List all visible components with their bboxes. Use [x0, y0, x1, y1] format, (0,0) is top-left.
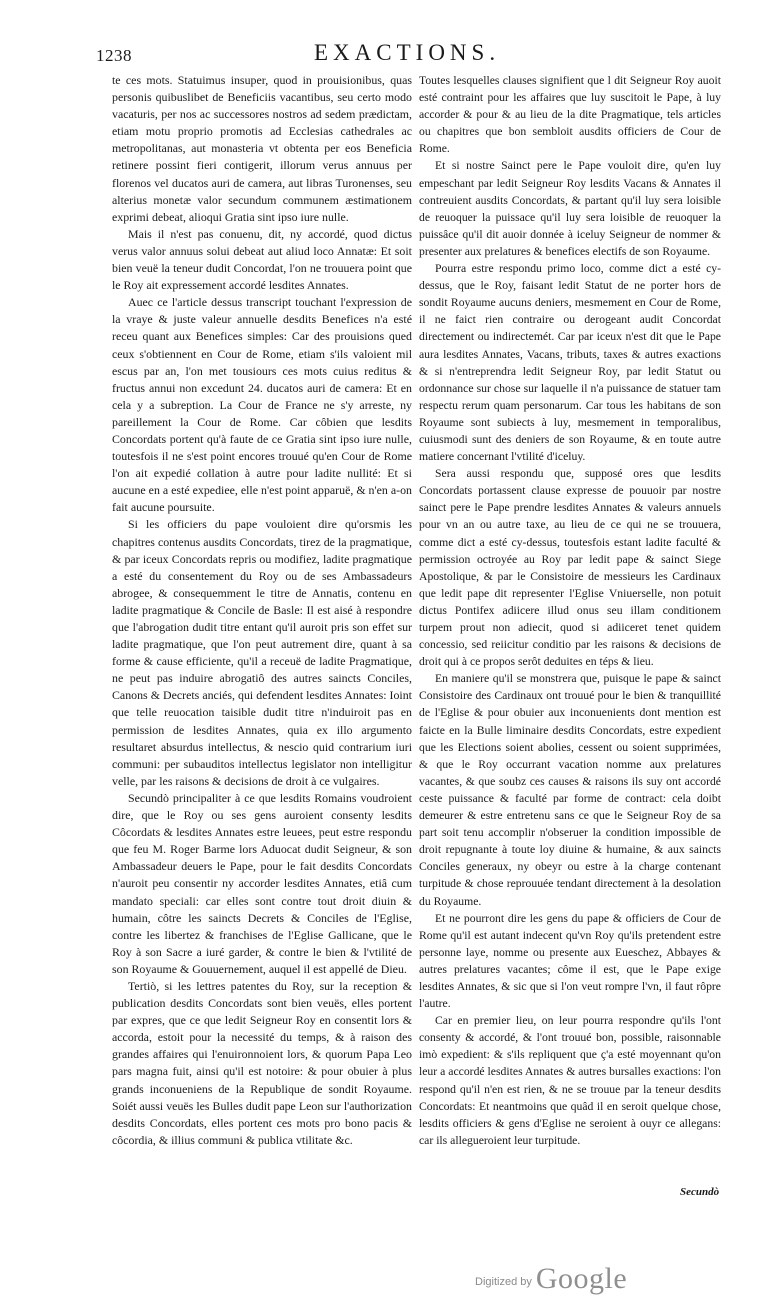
paragraph: Et si nostre Sainct pere le Pape vouloit dire, qu'en luy empeschant par ledit Seigneur Roy lesdits Vacans & Annates il contreuient ausdits Concordats, & partant qu'il luy sera loisible de reuoquer la puissace qu'il luy sera loisible de reuoquer la puissâce qu'il dit auoir donnée à iceluy Seigneur de nommer & presenter aux prelatures & benefices electifs de son Royaume.: [419, 159, 721, 258]
paragraph: Auec ce l'article dessus transcript touchant l'expression de la vraye & juste valeur annuelle desdits Benefices n'a esté receu quant aux Benefices simples: Car des prouisions qued ceux s'obtiennent en Cour de Rome, etiam s'ils valoient mil escus par an, l'on met tousiours ces mots cuius reditus & fructus annui non excedunt 24. ducatos auri de camera: Et en cela y a subreption. La Cour de France ne s'y arreste, ny pareillement la Cour de Rome. Car côbien que lesdits Concordats portent qu'à faute de ce Gratia sint ipso iure nulle, toutesfois il ne s'est point encores trouué qu'en Cour de Rome l'on ait expedié collation à autre pour ladite nullité: Et si aucune en a esté expediee, elle n'est point apparuë, & n'en a-on fait aucune poursuite.: [112, 295, 412, 515]
catchword: Secundò: [680, 1186, 720, 1198]
paragraph: Tertiò, si les lettres patentes du Roy, sur la reception & publication desdits Concordats sont bien veuës, elles portent par expres, que ce que ledit Seigneur Roy en consentit lors & accorda, estoit pour la necessité du temps, & à raison des grandes affaires qui l'enuironnoient lors, & quorum Papa Leo pars magna fuit, ainsi qu'il est notoire: & pour obuier à plus grands inconueniens de la Republique de sondit Royaume. Soiét aussi veuës les Bulles dudit pape Leon sur l'authorization desdits Concordats, elles portent ces mots pro bono pacis & côcordia, & illius communi & publica vtilitate &c.: [112, 978, 412, 1147]
google-logo: Google: [535, 1262, 628, 1295]
paragraph: En maniere qu'il se monstrera que, puisque le pape & sainct Consistoire des Cardinaux ont trouué pour le bien & tranquillité de l'Eglise & pour obuier aux inconuenients dont mention est faicte en la Bulle liminaire desdits Concordats, estre expedient que les Elections soient abolies, cessent ou soient supprimées, & que le Roy occurrant vacation nomme aux prelatures vacantes, & que soubz ces causes & raisons ils suy ont accordé ceste puissance & faculté par forme de contract: cela doibt demeurer & estre entretenu sans ce que le Seigneur Roy de sa part soit tenu accomplir n'obseruer la condition impossible de droit repugnante à toute loy diuine & humaine, & aux saincts Conciles generaux, ny obeyr ou estre à la charge contenant turpitude & chose reprouuée tendant directement à la desolation du Royaume.: [419, 672, 721, 908]
digitized-watermark: [475, 1258, 635, 1294]
right-column: [419, 72, 721, 1187]
paragraph: Pourra estre respondu primo loco, comme dict a esté cy-dessus, que le Roy, faisant ledit Statut de ne porter hors de sondit Royaume aucuns deniers, mesmement en Cour de Rome, il ne faict rien contraire ou derogeant audit Concordat directement ou indirectemét. Car par iceux n'est dit que le Pape aura lesdites Annates, Vacans, tributs, taxes & autres exactions & si n'entreprendra ledit Seigneur Roy, par ledit Statut ou ordonnance sur chose sur laquelle il n'a puissance de statuer tam respectu rerum quam personarum. Car tous les habitans de son Royaume sont subiects à luy, mesmement in temporalibus, cuiusmodi sunt des deniers de son Royaume, & en toute autre matiere concernant l'vtilité d'iceluy.: [419, 262, 721, 464]
paragraph: Si les officiers du pape vouloient dire qu'orsmis les chapitres contenus ausdits Concordats, tirez de la pragmatique, & par iceux Concordats repris ou modifiez, ladite pragmatique a esté du consentement du Roy ou de ses Ambassadeurs abrogee, & consequemment le titre de Annatis, contenu en ladite pragmatique & Concile de Basle: Il est aisé à respondre que l'abrogation dudit titre entant qu'il auroit pris son effet sur ladite pragmatique, que l'on peut autrement dire, quant à sa forme & cause efficiente, qu'il a receuë de ladite Pragmatique, ne peut pas induire abrogatiô des autres saincts Conciles, Canons & Decrets anciés, qui defendent lesdites Annates: Ioint que telle reuocation taisible dudit titre n'induiroit pas en permission de lesdites Annates, quia ex illo argumento resultaret absurdus intellectus, & nescio quid contrarium iuri communi: per subauditos intellectus legislator non intelligitur velle, par les raisons & decisions de droit à ce vulgaires.: [112, 517, 412, 788]
paragraph: Toutes lesquelles clauses signifient que l dit Seigneur Roy auoit esté contraint pour les affaires que luy suscitoit le Pape, à luy accorder & pour & au lieu de la dite Pragmatique, tels articles ou chapitres que bon sembloit ausdits officiers de Cour de Rome.: [419, 74, 721, 156]
paragraph: Secundò principaliter à ce que lesdits Romains voudroient dire, que le Roy ou ses gens auroient consenty lesdits Côcordats & lesdites Annates estre leuees, peut estre respondu que feu M. Roger Barme lors Aduocat dudit Seigneur, & son Ambassadeur deuers le Pape, pour le fait desdits Concordats n'auroit peu consentir ny accorder lesdites Annates, etiâ cum mandato speciali: car elles sont contre tout droit diuin & humain, côtre les saincts Decrets & Conciles de l'Eglise, contre les libertez & franchises de l'Eglise Gallicane, que le Roy à son Sacre a iuré garder, & contre le bien & l'vtilité de son Royaume & Gouuernement, auquel il est appellé de Dieu.: [112, 790, 412, 976]
watermark-prefix: Digitized by: [475, 1276, 532, 1288]
paragraph: te ces mots. Statuimus insuper, quod in prouisionibus, quas personis quibuslibet de Beneficiis vacantibus, seu certo modo vacaturis, per nos ac successores nostros ad sedem prædictam, etiam motu proprio promotis ad Ecclesias cathedrales ac metropolitanas, aut monasteria vt obtenta per eos Beneficia retinere possint fieri contigerit, illorum verus annuus per florenos vel ducatos auri de camera, aut libras Turonenses, seu alterius monetæ valor secundum communem æstimationem exprimi debeat, alioqui Gratia sint ipso iure nulle.: [112, 73, 412, 224]
paragraph: Et ne pourront dire les gens du pape & officiers de Cour de Rome qu'il est autant indecent qu'vn Roy qu'ils pretendent estre personne laye, nomme ou presente aux Eueschez, Abbayes & autres prelatures vacantes; côme il est, que le Pape exige lesdites Annates, & sic que si l'on veut rompre l'vn, il faut rôpre l'autre.: [419, 911, 721, 1011]
paragraph: Sera aussi respondu que, supposé ores que lesdits Concordats portassent clause expresse de pouuoir par nostre sainct pere le Pape prendre lesdites Annates & valeurs annuels pour vn an ou autre taxe, au lieu de ce qui ne se trouuera, comme dict a esté cy-dessus, toutesfois estant ladite faculté & permission octroyée au Roy par ledit pape & sainct Siege Apostolique, & par le Consistoire de messieurs les Cardinaux que ledit pape dit representer l'Eglise Vniuerselle, non potuit dictus Pontifex adiicere illud onus seu illam conditionem turpem prout non adiecit, quod si adiiceret tenet quidem concessio, sed reiicitur conditio par les raisons & decisions de droit qui à ce propos serôt deduites en téps & lieu.: [419, 467, 721, 669]
left-column: [112, 72, 412, 1187]
paragraph: Mais il n'est pas conuenu, dit, ny accordé, quod dictus verus valor annuus solui debeat aut aliud loco Annatæ: Et soit bien veuë la teneur dudit Concordat, l'on ne trouuera point que le Roy ait expressement accordé lesdites Annates.: [112, 226, 412, 293]
page-number: 1238: [96, 46, 132, 65]
running-head: EXACTIONS.: [314, 40, 501, 65]
page-header: [96, 22, 716, 72]
paragraph: Car en premier lieu, on leur pourra respondre qu'ils l'ont consenty & accordé, & l'ont trouué bon, possible, raisonnable imò expedient: & s'ils repliquent que ç'a esté moyennant qu'on leur a accordé lesdites Annates & autres bursalles exactions: l'on respond qu'il n'en est rien, & ne se trouue par la teneur desdits Concordats: Et neantmoins que quâd il en seroit quelque chose, lesdits officiers & gens d'Eglise ne seroient à ouyr ce allegans: car ils allegueroient leur turpitude.: [419, 1014, 721, 1147]
